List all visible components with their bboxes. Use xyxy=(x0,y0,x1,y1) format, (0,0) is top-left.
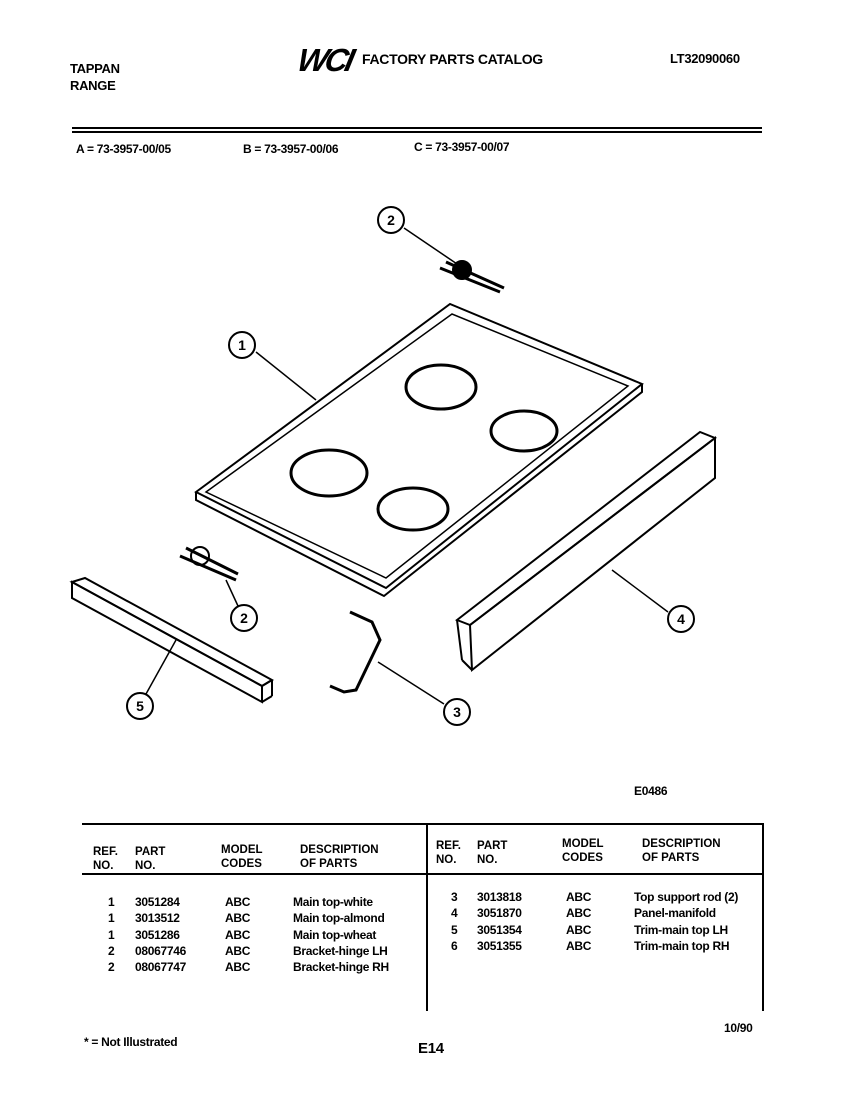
model-c: C = 73-3957-00/07 xyxy=(414,140,510,154)
panel-manifold-drawing xyxy=(457,432,715,670)
svg-text:2: 2 xyxy=(240,610,248,626)
header-part: PART xyxy=(135,846,166,858)
header-part-2: NO. xyxy=(135,860,156,872)
cell-part: 3051286 xyxy=(135,927,180,942)
cell-codes: ABC xyxy=(225,960,251,975)
table-right-border xyxy=(762,823,764,1011)
cell-codes: ABC xyxy=(225,911,251,926)
svg-text:3: 3 xyxy=(453,704,461,720)
callout-4 xyxy=(668,606,694,632)
header-model: MODEL xyxy=(562,838,604,850)
header-desc: DESCRIPTION xyxy=(300,844,379,856)
model-a: A = 73-3957-00/05 xyxy=(76,142,171,156)
table-divider xyxy=(426,823,428,1011)
header-ref-2: NO. xyxy=(436,854,457,866)
cell-desc: Panel-manifold xyxy=(634,906,716,921)
svg-text:2: 2 xyxy=(387,212,395,228)
cell-part: 3051284 xyxy=(135,895,180,909)
cell-desc: Trim-main top LH xyxy=(634,922,728,937)
cell-desc: Trim-main top RH xyxy=(634,938,730,953)
main-top-drawing xyxy=(196,304,642,596)
cell-ref: 3 xyxy=(451,890,458,904)
header-desc-2: OF PARTS xyxy=(300,858,358,870)
callout-5 xyxy=(127,693,153,719)
cell-ref: 1 xyxy=(108,895,115,909)
page-number: E14 xyxy=(418,1040,444,1057)
cell-codes: ABC xyxy=(566,906,592,921)
callout-1 xyxy=(229,332,255,358)
figure-code: E0486 xyxy=(634,784,668,798)
header-ref: REF. xyxy=(436,840,461,852)
cell-desc: Main top-wheat xyxy=(293,927,377,942)
cell-codes: ABC xyxy=(225,895,251,909)
revision-date: 10/90 xyxy=(724,1021,753,1035)
cell-desc: Bracket-hinge RH xyxy=(293,960,389,975)
cell-codes: ABC xyxy=(566,938,592,953)
cell-part: 3051354 xyxy=(477,922,522,937)
cell-codes: ABC xyxy=(566,890,592,904)
cell-part: 3051355 xyxy=(477,938,522,953)
header-ref-2: NO. xyxy=(93,860,114,872)
svg-text:5: 5 xyxy=(136,698,144,714)
header-model-2: CODES xyxy=(562,852,603,864)
cell-ref: 5 xyxy=(451,922,458,937)
catalog-title: FACTORY PARTS CATALOG xyxy=(362,51,543,67)
cell-desc: Main top-white xyxy=(293,895,373,909)
trim-drawing xyxy=(72,578,272,702)
cell-part: 08067747 xyxy=(135,960,186,975)
cell-ref: 1 xyxy=(108,927,115,942)
header-model: MODEL xyxy=(221,844,263,856)
table-header-rule xyxy=(82,873,762,875)
table-top-rule xyxy=(82,823,762,825)
cell-desc: Top support rod (2) xyxy=(634,890,739,904)
brand-line1: TAPPAN xyxy=(70,61,120,76)
cell-codes: ABC xyxy=(566,922,592,937)
header-desc: DESCRIPTION xyxy=(642,838,721,850)
cell-ref: 4 xyxy=(451,906,458,921)
catalog-number: LT32090060 xyxy=(670,51,740,66)
header-part-2: NO. xyxy=(477,854,498,866)
cell-part: 3051870 xyxy=(477,906,522,921)
cell-codes: ABC xyxy=(225,927,251,942)
callout-3 xyxy=(444,699,470,725)
cell-codes: ABC xyxy=(225,943,251,958)
callout-2-top xyxy=(378,207,404,233)
not-illustrated-note: * = Not Illustrated xyxy=(84,1035,178,1049)
support-rod-drawing xyxy=(330,612,380,692)
header-model-2: CODES xyxy=(221,858,262,870)
model-b: B = 73-3957-00/06 xyxy=(243,142,339,156)
svg-text:4: 4 xyxy=(677,611,685,627)
callout-2-bottom xyxy=(231,605,257,631)
header-part: PART xyxy=(477,840,508,852)
cell-part: 3013818 xyxy=(477,890,522,904)
cell-ref: 6 xyxy=(451,938,458,953)
cell-ref: 1 xyxy=(108,911,115,926)
cell-ref: 2 xyxy=(108,960,115,975)
brand-line2: RANGE xyxy=(70,78,116,93)
wci-logo: WCI xyxy=(294,42,356,78)
cell-part: 08067746 xyxy=(135,943,186,958)
svg-text:1: 1 xyxy=(238,337,246,353)
header-ref: REF. xyxy=(93,846,118,858)
cell-desc: Bracket-hinge LH xyxy=(293,943,388,958)
cell-part: 3013512 xyxy=(135,911,180,926)
cell-desc: Main top-almond xyxy=(293,911,385,926)
header-desc-2: OF PARTS xyxy=(642,852,700,864)
cell-ref: 2 xyxy=(108,943,115,958)
